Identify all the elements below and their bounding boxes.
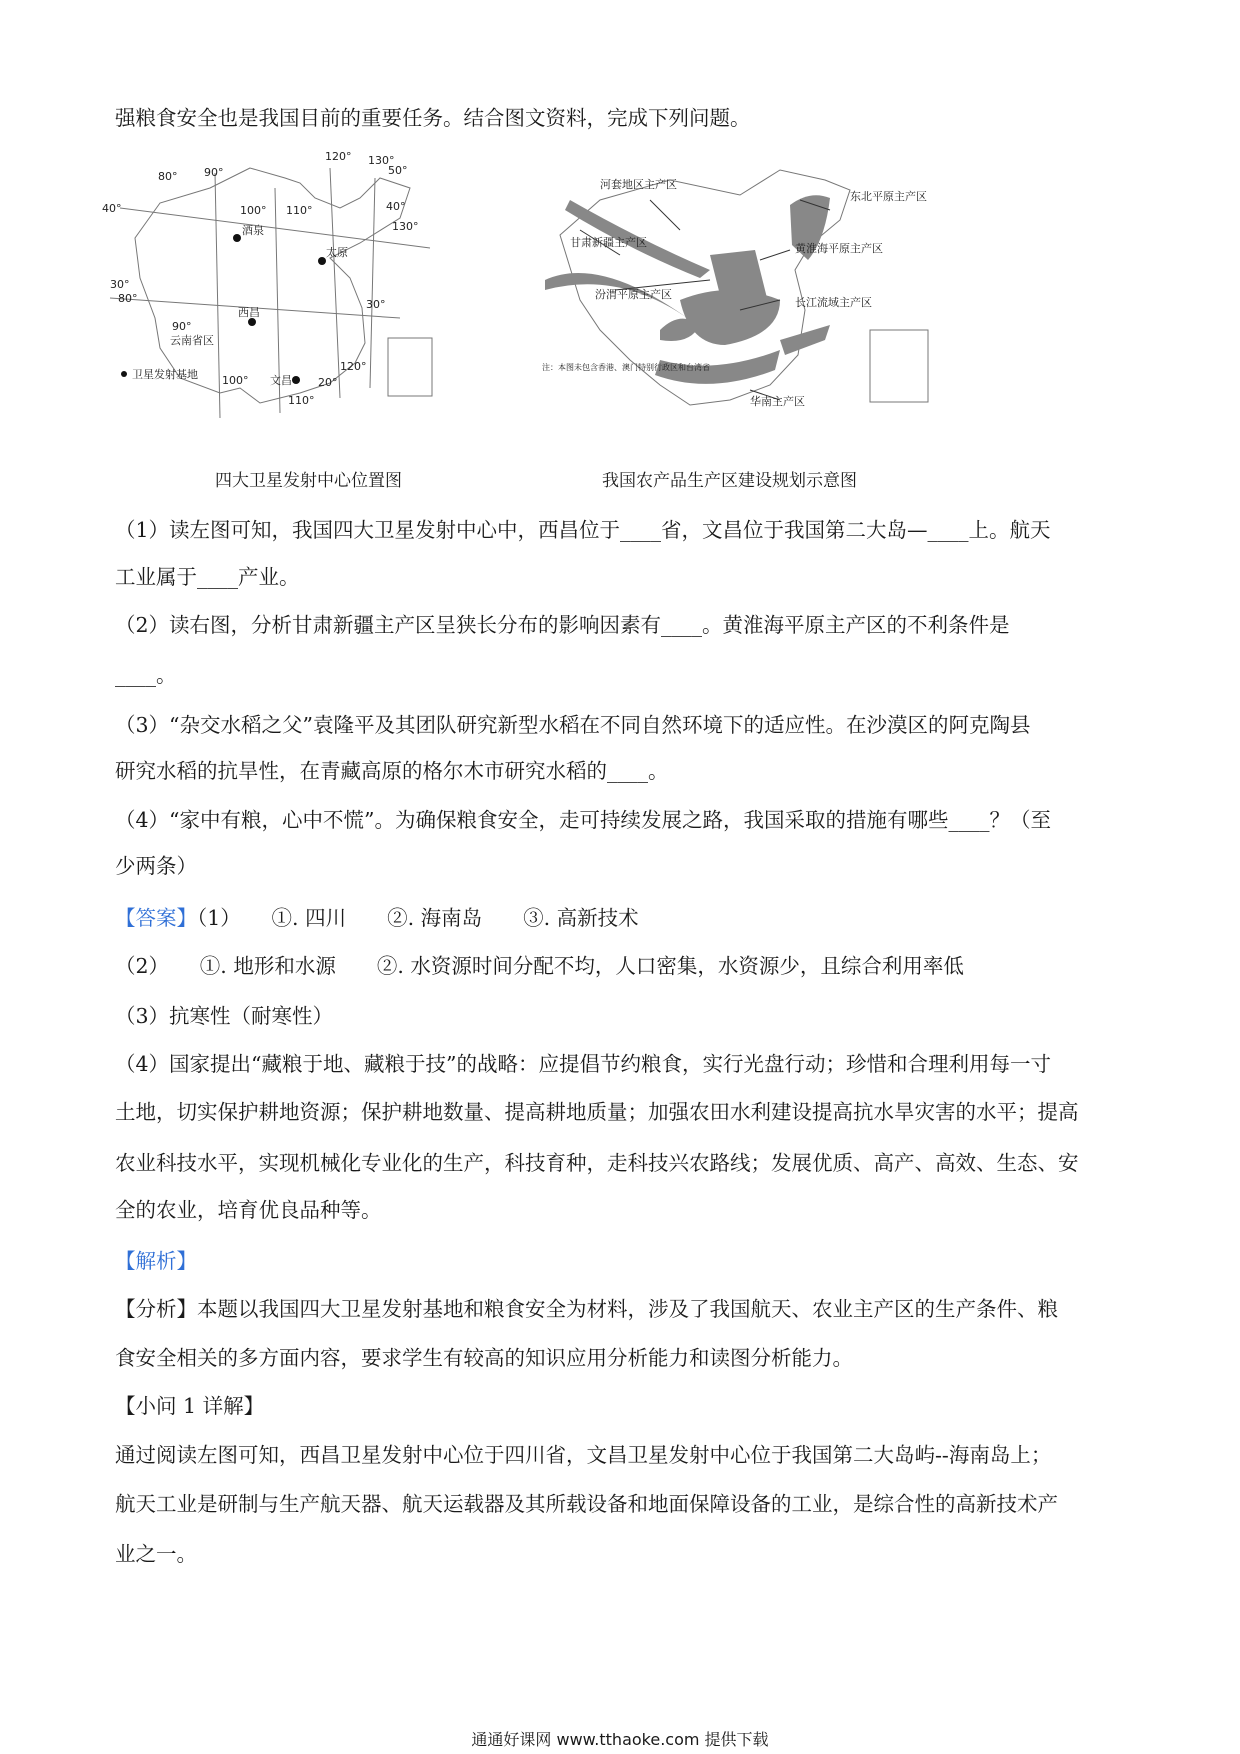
place-label: 酒泉: [242, 224, 264, 237]
question-2-line-2: ____。: [115, 663, 177, 687]
question-1-line-1: （1）读左图可知，我国四大卫星发射中心中，西昌位于____省，文昌位于我国第二大岛—____上。航天: [115, 518, 1051, 542]
question-1-line-2: 工业属于____产业。: [115, 565, 300, 589]
coord-label: 40°: [102, 202, 122, 215]
region-label: 华南主产区: [750, 395, 805, 408]
coord-label: 30°: [366, 298, 386, 311]
answer-tag: 【答案】: [115, 906, 197, 930]
analysis-line-2: 食安全相关的多方面内容，要求学生有较高的知识应用分析能力和读图分析能力。: [115, 1346, 853, 1370]
coord-label: 30°: [110, 278, 130, 291]
satellite-launch-map: [100, 148, 500, 438]
footer-source: 通通好课网 www.tthaoke.com 提供下载: [471, 1730, 769, 1749]
coord-label: 90°: [172, 320, 192, 333]
answer-4-line-4: 全的农业，培育优良品种等。: [115, 1198, 382, 1222]
place-label: 云南省区: [170, 334, 214, 347]
coord-label: 100°: [240, 204, 267, 217]
coord-label: 110°: [288, 394, 315, 407]
coord-label: 50°: [388, 164, 408, 177]
answer-4-line-1: （4）国家提出“藏粮于地、藏粮于技”的战略：应提倡节约粮食，实行光盘行动；珍惜和合理利用每一寸: [115, 1052, 1052, 1076]
region-label: 东北平原主产区: [850, 190, 927, 203]
agri-production-map: [540, 160, 950, 450]
coord-label: 120°: [325, 150, 352, 163]
coord-label: 130°: [392, 220, 419, 233]
detail-line-3: 业之一。: [115, 1542, 197, 1566]
question-2-line-1: （2）读右图，分析甘肃新疆主产区呈狭长分布的影响因素有____。黄淮海平原主产区的不利条件是: [115, 613, 1010, 637]
place-label: 西昌: [238, 306, 260, 319]
coord-label: 130°: [368, 154, 395, 167]
region-label: 黄淮海平原主产区: [795, 242, 883, 255]
sub-question-1-heading: 【小问 1 详解】: [115, 1394, 265, 1418]
question-3-line-2: 研究水稻的抗旱性，在青藏高原的格尔木市研究水稻的____。: [115, 759, 669, 783]
region-label: 长江流域主产区: [795, 296, 872, 309]
region-label: 河套地区主产区: [600, 178, 677, 191]
right-map-caption: 我国农产品生产区建设规划示意图: [602, 471, 857, 491]
left-map-caption: 四大卫星发射中心位置图: [215, 471, 402, 491]
coord-label: 100°: [222, 374, 249, 387]
region-label: 甘肃新疆主产区: [570, 236, 647, 249]
question-4-line-2: 少两条）: [115, 854, 197, 878]
region-label: 汾渭平原主产区: [595, 288, 672, 301]
detail-line-1: 通过阅读左图可知，西昌卫星发射中心位于四川省，文昌卫星发射中心位于我国第二大岛屿--海南岛上；: [115, 1443, 1052, 1467]
question-3-line-1: （3）“杂交水稻之父”袁隆平及其团队研究新型水稻在不同自然环境下的适应性。在沙漠区的阿克陶县: [115, 713, 1031, 737]
place-label: 太原: [326, 246, 348, 259]
analysis-line-1: 【分析】本题以我国四大卫星发射基地和粮食安全为材料，涉及了我国航天、农业主产区的生产条件、粮: [115, 1297, 1058, 1321]
detail-line-2: 航天工业是研制与生产航天器、航天运载器及其所载设备和地面保障设备的工业，是综合性的高新技术产: [115, 1492, 1058, 1516]
map-note: 注：本图未包含香港、澳门特别行政区和台湾省: [542, 363, 710, 372]
answer-2: （2） ①. 地形和水源 ②. 水资源时间分配不均，人口密集，水资源少，且综合利用率低: [115, 954, 964, 978]
coord-label: 90°: [204, 166, 224, 179]
coord-label: 20°: [318, 376, 338, 389]
place-label: 文昌: [270, 374, 292, 387]
legend-label: 卫星发射基地: [132, 368, 198, 381]
answer-line-1: [115, 904, 639, 932]
answer-4-line-2: 土地，切实保护耕地资源；保护耕地数量、提高耕地质量；加强农田水利建设提高抗水旱灾害的水平；提高: [115, 1100, 1079, 1124]
intro-text: 强粮食安全也是我国目前的重要任务。结合图文资料，完成下列问题。: [115, 106, 751, 130]
coord-label: 40°: [386, 200, 406, 213]
coord-label: 120°: [340, 360, 367, 373]
coord-label: 80°: [118, 292, 138, 305]
question-4-line-1: （4）“家中有粮，心中不慌”。为确保粮食安全，走可持续发展之路，我国采取的措施有哪些____？（至: [115, 808, 1052, 832]
analysis-tag: 【解析】: [115, 1249, 197, 1273]
answer-3: （3）抗寒性（耐寒性）: [115, 1004, 334, 1028]
answer-4-line-3: 农业科技水平，实现机械化专业化的生产，科技育种，走科技兴农路线；发展优质、高产、高效、生态、安: [115, 1151, 1079, 1175]
answer-1: （1） ①. 四川 ②. 海南岛 ③. 高新技术: [197, 906, 639, 930]
coord-label: 80°: [158, 170, 178, 183]
coord-label: 110°: [286, 204, 313, 217]
